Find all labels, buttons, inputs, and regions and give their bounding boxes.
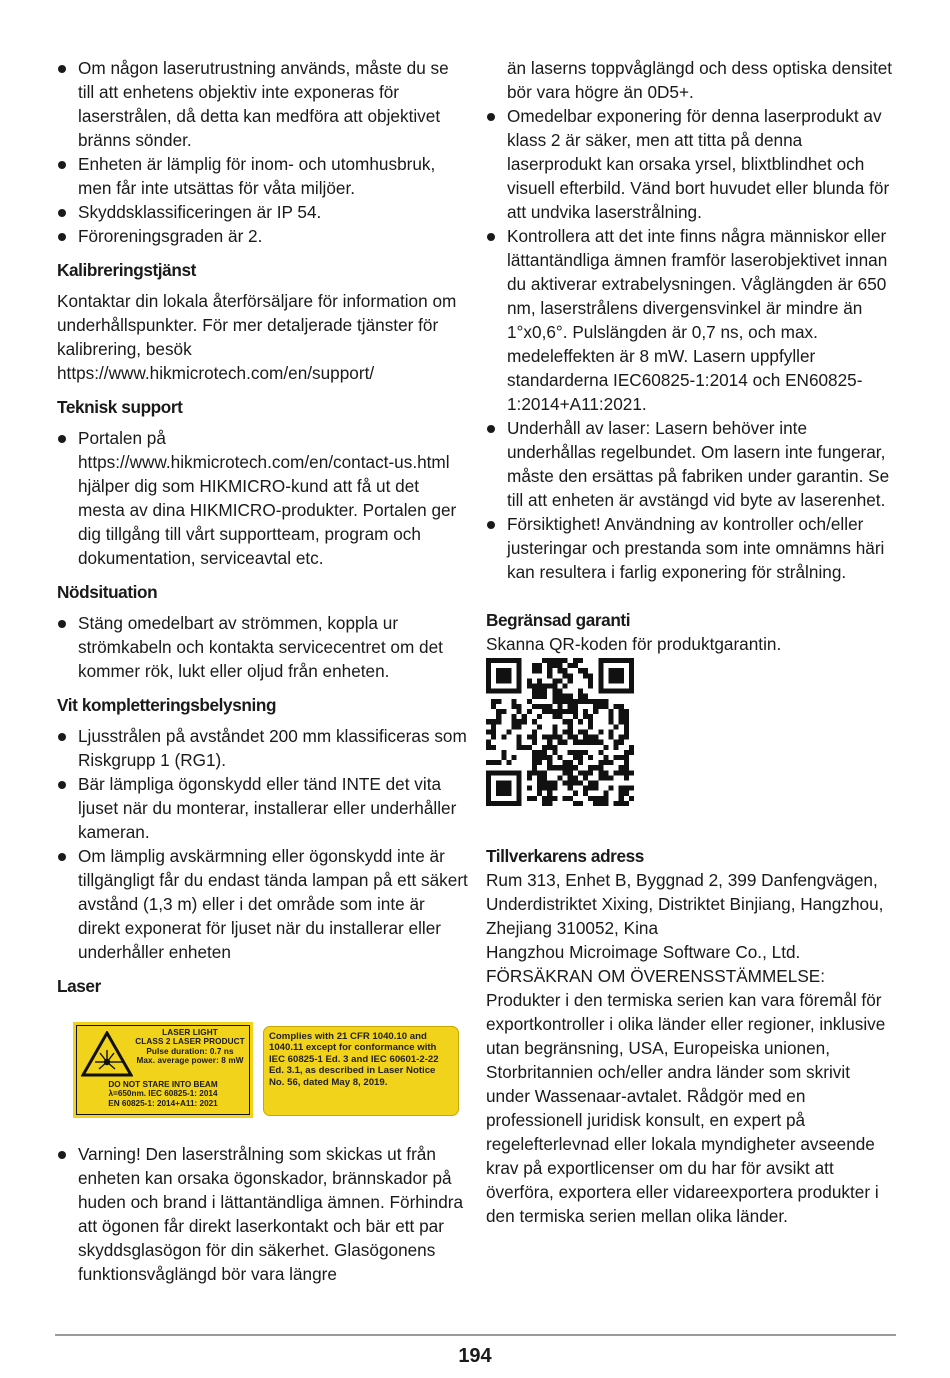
label-line: LASER LIGHT	[162, 1028, 218, 1037]
continuation-text: än laserns toppvåglängd och dess optiska densitet bör vara högre än 0D5+.	[507, 58, 893, 102]
tech-support-list	[57, 426, 469, 570]
right-column	[486, 56, 898, 1228]
laser-warning-list	[57, 1142, 469, 1286]
laser-class-label	[73, 1022, 253, 1118]
manufacturer-company: Hangzhou Microimage Software Co., Ltd.	[486, 942, 801, 962]
page-number: 194	[458, 1345, 492, 1367]
label-line: λ=650nm. IEC 60825-1: 2014	[108, 1089, 218, 1099]
list-item: Stäng omedelbart av strömmen, koppla ur strömkabeln och kontakta servicecentret om det kommer rök, lukt eller oljud från enheten.	[57, 611, 469, 683]
list-item: Om någon laserutrustning används, måste du se till att enhetens objektiv inte exponeras för laserstrålen, då detta kan medföra att objektivet bränns sönder.	[57, 56, 469, 152]
white-light-list	[57, 724, 469, 964]
warranty-text: Skanna QR-koden för produktgarantin.	[486, 634, 782, 654]
label-line: EN 60825-1: 2014+A11: 2021	[108, 1098, 218, 1108]
list-item: Kontrollera att det inte finns några människor eller lättantändliga ämnen framför laserobjektivet innan du aktiverar extrabelysningen. Våglängden är 650 nm, laserstrålens divergensvinkel är mindre än 1°x0,6°. Pulslängden är 0,7 ns, och max. medeleffekten är 8 mW. Lasern uppfyller standarderna IEC60825-1:2014 och EN60825-1:2014+A11:2021.	[486, 224, 898, 416]
list-item: Om lämplig avskärmning eller ögonskydd inte är tillgängligt får du endast tända lampan på ett säkert avstånd (1,3 m) eller i det område som inte är direkt exponerat för ljuset när du installerar eller underhåller enheten	[57, 844, 469, 964]
manufacturer-heading: Tillverkarens adress	[486, 846, 644, 866]
declaration-text: FÖRSÄKRAN OM ÖVERENSSTÄMMELSE: Produkter i den termiska serien kan vara föremål för exportkontroller i olika länder eller regioner, inklusive utan begränsning, USA, Europeiska unionen, Storbritannien och/eller andra länder som skrivit under Wassenaar-avtalet. Rådgör med en professionell juridisk konsult, en expert på regelefterlevnad eller lokala myndigheter avseende krav på exportlicenser om du har för avsikt att överföra, exportera eller vidareexportera produkter i den termiska serien mellan olika länder.	[486, 966, 886, 1226]
list-item: Bär lämpliga ögonskydd eller tänd INTE det vita ljuset när du monterar, installerar eller underhåller kameran.	[57, 772, 469, 844]
list-item: Varning! Den laserstrålning som skickas ut från enheten kan orsaka ögonskador, brännskador på huden och brand i lättantändliga ämnen. Förhindra att ögonen får direkt laserkontakt och bär ett par skyddsglasögon för din säkerhet. Glasögonens funktionsvåglängd bör vara längre	[57, 1142, 469, 1286]
list-item: Ljusstrålen på avståndet 200 mm klassificeras som Riskgrupp 1 (RG1).	[57, 724, 469, 772]
laser-heading: Laser	[57, 976, 101, 996]
label-line: Max. average power: 8 mW	[136, 1056, 244, 1066]
laser-bullet-list	[486, 104, 898, 584]
warranty-heading: Begränsad garanti	[486, 610, 631, 630]
emergency-list	[57, 611, 469, 683]
emergency-heading: Nödsituation	[57, 582, 158, 602]
laser-labels	[73, 1022, 469, 1118]
label-line: Pulse duration: 0.7 ns	[146, 1046, 234, 1056]
laser-warning-icon	[81, 1031, 133, 1077]
tech-support-heading: Teknisk support	[57, 397, 183, 417]
list-item: Föroreningsgraden är 2.	[57, 224, 469, 248]
compliance-text: Complies with 21 CFR 1040.10 and 1040.11 except for conformance with IEC 60825-1 Ed. 3 and IEC 60601-2-22 Ed. 3.1, as described in Laser Notice No. 56, dated May 8, 2019.	[269, 1031, 439, 1088]
footer-divider	[55, 1334, 896, 1336]
label-line: DO NOT STARE INTO BEAM	[108, 1080, 218, 1089]
list-item: Underhåll av laser: Lasern behöver inte underhållas regelbundet. Om lasern inte fungerar, måste den ersättas på fabriken under garantin. Se till att enheten är avstängd vid byte av laserenhet.	[486, 416, 898, 512]
intro-bullet-list	[57, 56, 469, 248]
calibration-text: Kontaktar din lokala återförsäljare för information om underhållspunkter. För mer detaljerade tjänster för kalibrering, besök https://www.hikmicrotech.com/en/support/	[57, 291, 457, 383]
list-item: Skyddsklassificeringen är IP 54.	[57, 200, 469, 224]
list-item: Portalen på https://www.hikmicrotech.com/en/contact-us.html hjälper dig som HIKMICRO-kund att få ut det mesta av dina HIKMICRO-produkter. Portalen ger dig tillgång till vårt supportteam, program och dokumentation, serviceavtal etc.	[57, 426, 469, 570]
calibration-heading: Kalibreringstjänst	[57, 260, 196, 280]
white-light-heading: Vit kompletteringsbelysning	[57, 695, 277, 715]
laser-compliance-label	[263, 1026, 459, 1116]
qr-code-icon	[486, 658, 634, 806]
list-item: Omedelbar exponering för denna laserprodukt av klass 2 är säker, men att titta på denna laserprodukt kan orsaka yrsel, blixtblindhet och visuell efterbild. Vänd bort huvudet eller blunda för att undvika laserstrålning.	[486, 104, 898, 224]
list-item: Enheten är lämplig för inom- och utomhusbruk, men får inte utsättas för våta miljöer.	[57, 152, 469, 200]
manufacturer-address: Rum 313, Enhet B, Byggnad 2, 399 Danfengvägen, Underdistriktet Xixing, Distriktet Binjiang, Hangzhou, Zhejiang 310052, Kina	[486, 870, 884, 938]
list-item: Försiktighet! Användning av kontroller och/eller justeringar och prestanda som inte omnämns häri kan resultera i farlig exponering för strålning.	[486, 512, 898, 584]
left-column	[57, 56, 469, 1286]
label-line: CLASS 2 LASER PRODUCT	[135, 1037, 245, 1047]
